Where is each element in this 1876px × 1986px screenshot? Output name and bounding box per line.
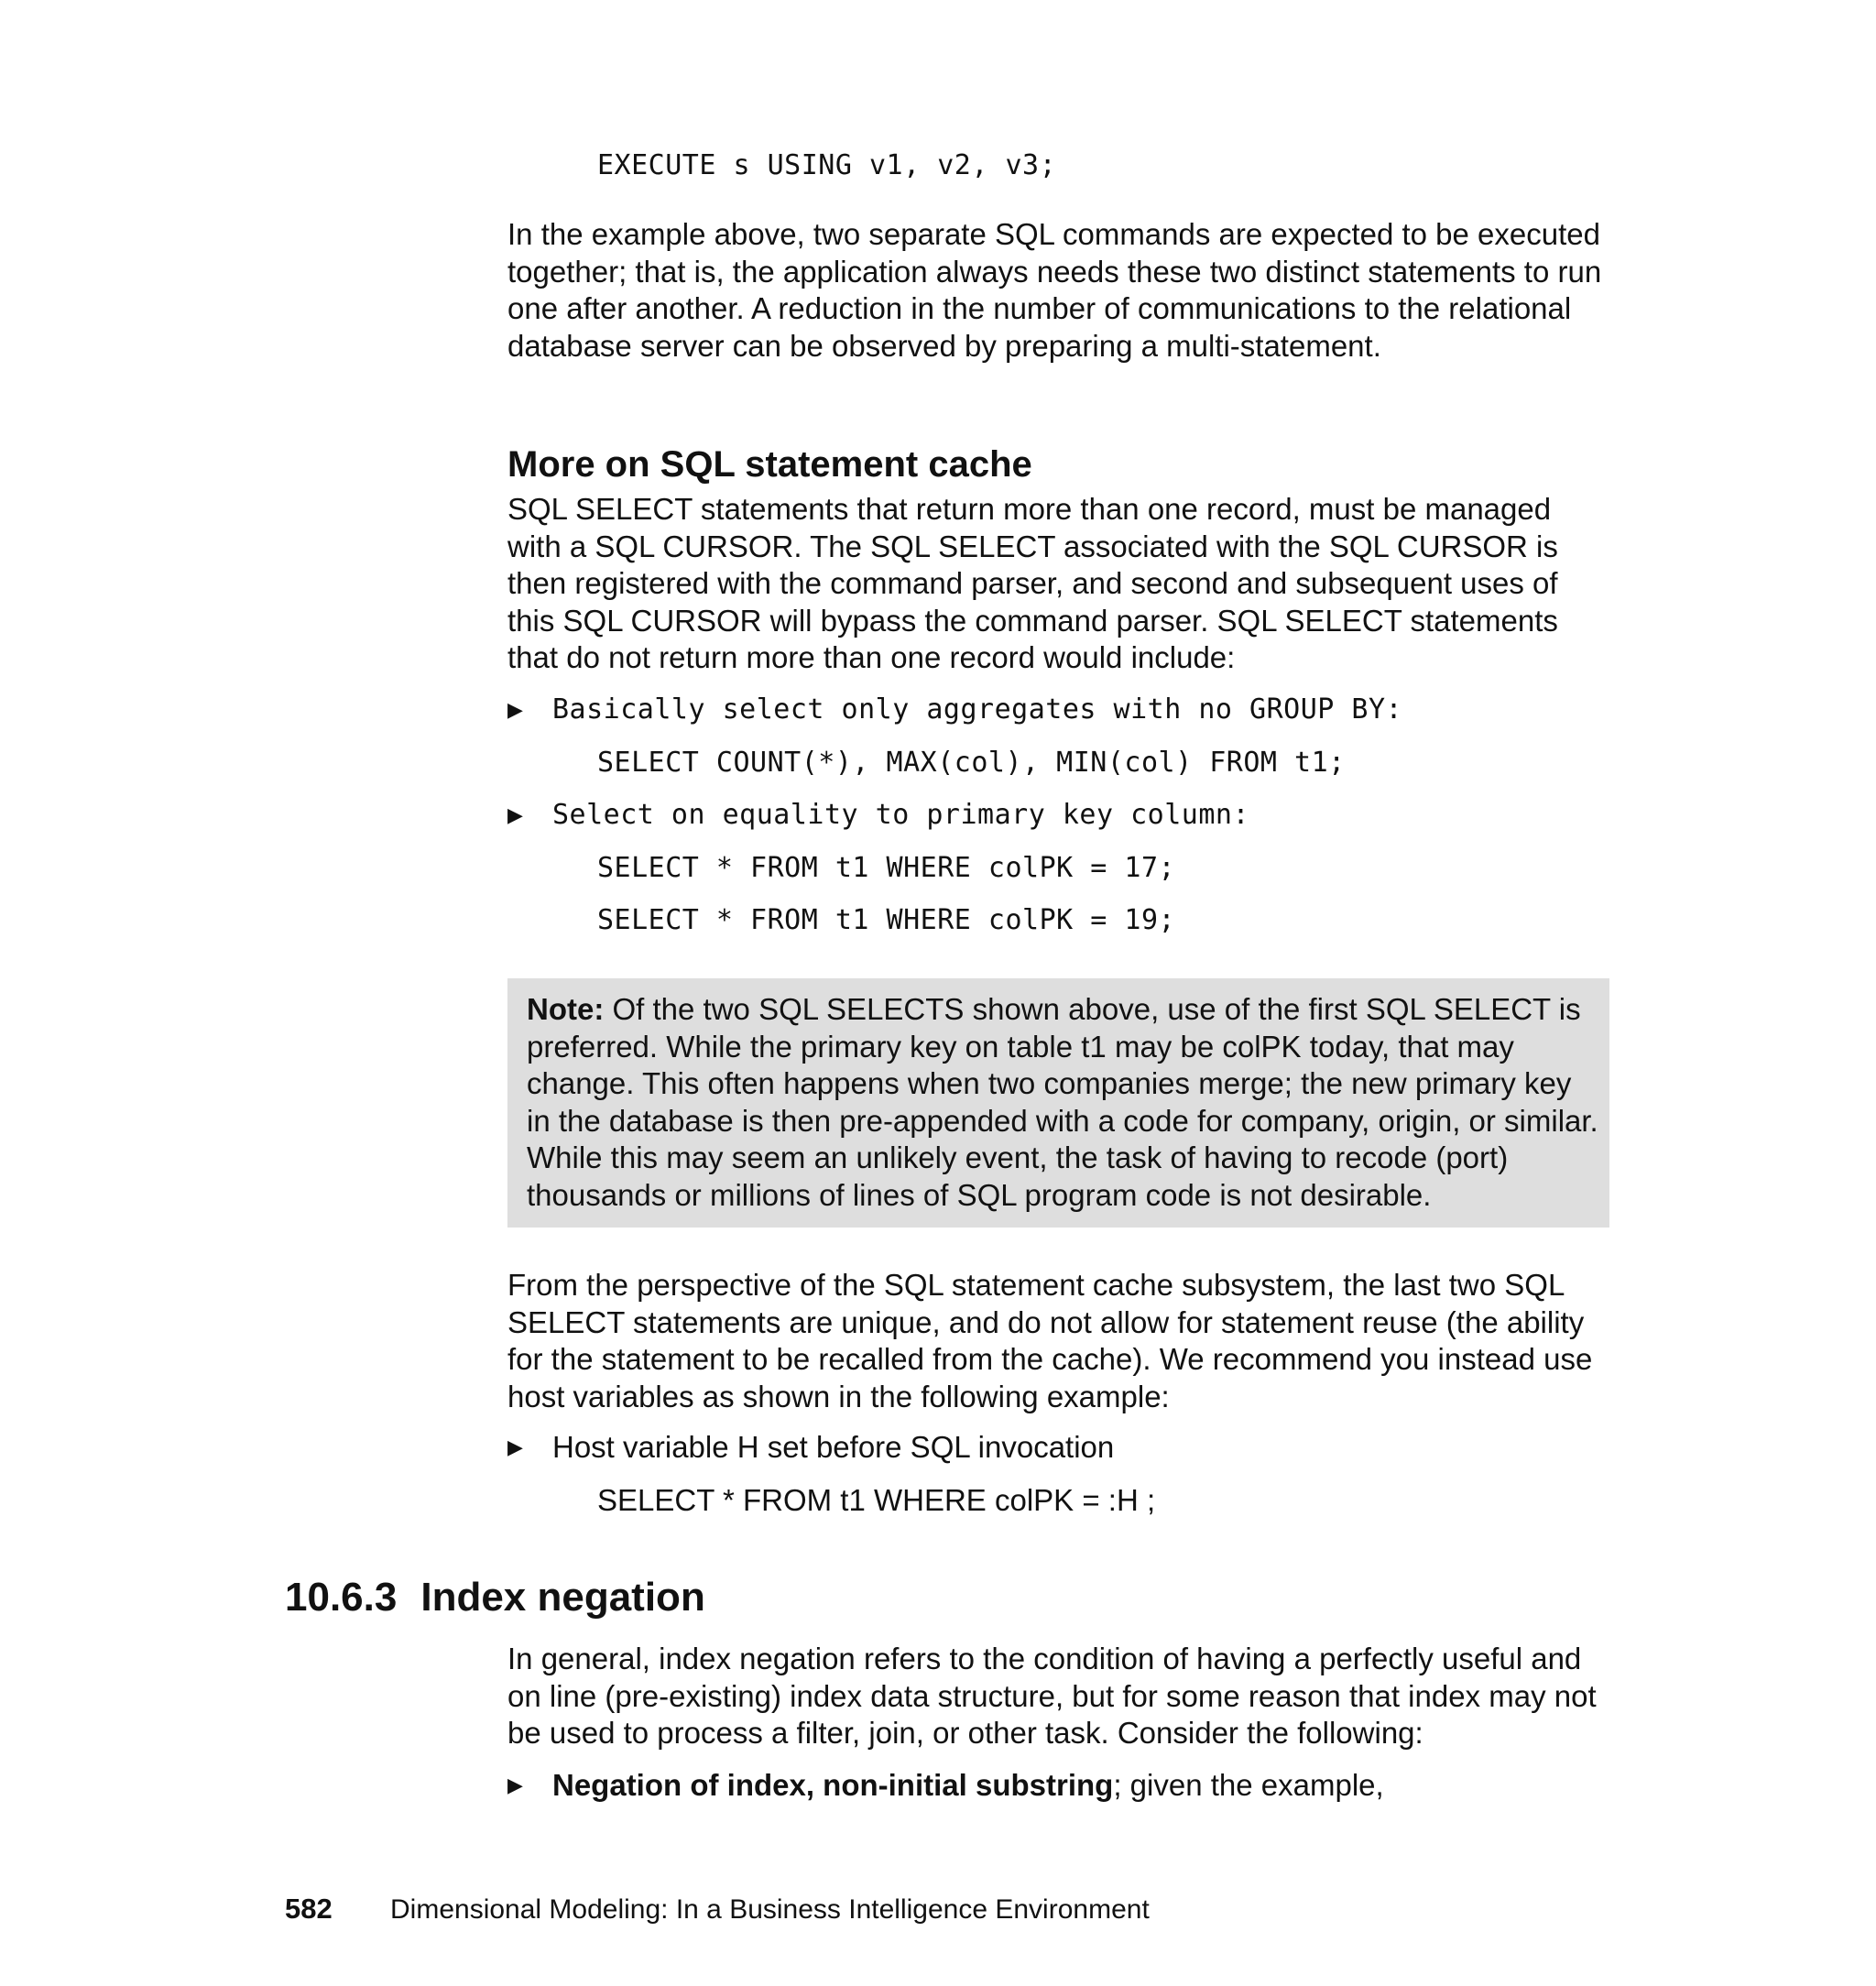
section-heading-sql-cache: More on SQL statement cache xyxy=(507,444,1032,485)
code-line-select-17: SELECT * FROM t1 WHERE colPK = 17; xyxy=(597,852,1176,884)
bullet-marker-icon: ▶ xyxy=(507,803,523,826)
code-line-select-count: SELECT COUNT(*), MAX(col), MIN(col) FROM t1; xyxy=(597,747,1346,779)
code-line-host-variable: SELECT * FROM t1 WHERE colPK = :H ; xyxy=(597,1483,1156,1517)
bullet-bold-term: Negation of index, non-initial substring xyxy=(552,1768,1114,1802)
bullet-rest: ; given the example, xyxy=(1113,1768,1384,1802)
page-number: 582 xyxy=(285,1893,333,1925)
note-body: Of the two SQL SELECTS shown above, use of the first SQL SELECT is preferred. While the primary key on table t1 may be colPK today, that may change. This often happens when two companies merge; the new primary key in the database is then pre-appended with a code for company, origin, or similar. While this may seem an unlikely event, the task of having to recode (port) thousands or millions of lines of SQL program code is not desirable. xyxy=(527,992,1598,1212)
bullet-text-negation xyxy=(552,1769,1384,1802)
note-text xyxy=(527,991,1598,1214)
footer-book-title: Dimensional Modeling: In a Business Intelligence Environment xyxy=(390,1894,1150,1925)
section-title: Index negation xyxy=(420,1575,705,1620)
bullet-text-host-variable: Host variable H set before SQL invocation xyxy=(552,1430,1115,1464)
section-number: 10.6.3 xyxy=(285,1575,398,1620)
bullet-text-aggregates: Basically select only aggregates with no GROUP BY: xyxy=(552,693,1403,726)
paragraph-sql-cursor: SQL SELECT statements that return more than one record, must be managed with a SQL CURSOR. The SQL SELECT associated with the SQL CURSOR is then registered with the command parser, and second and subsequent uses of this SQL CURSOR will bypass the command parser. SQL SELECT statements that do not return more than one record would include: xyxy=(507,492,1558,674)
section-heading-index-negation xyxy=(285,1575,705,1620)
paragraph-statement-reuse: From the perspective of the SQL statement cache subsystem, the last two SQL SELECT statements are unique, and do not allow for statement reuse (the ability for the statement to be recalled from the cache). We recommend you instead use host variables as shown in the following example: xyxy=(507,1268,1593,1413)
bullet-text-primary-key: Select on equality to primary key column: xyxy=(552,799,1250,831)
bullet-marker-icon: ▶ xyxy=(507,1435,523,1458)
note-label: Note: xyxy=(527,992,605,1026)
paragraph-multi-statement: In the example above, two separate SQL commands are expected to be executed together; that is, the application always needs these two distinct statements to run one after another. A reduction in the number of communications to the relational database server can be observed by preparing a multi-statement. xyxy=(507,217,1602,363)
note-box xyxy=(507,978,1609,1228)
bullet-marker-icon: ▶ xyxy=(507,1773,523,1796)
code-line-execute: EXECUTE s USING v1, v2, v3; xyxy=(597,149,1057,181)
bullet-marker-icon: ▶ xyxy=(507,698,523,721)
code-line-select-19: SELECT * FROM t1 WHERE colPK = 19; xyxy=(597,904,1176,936)
paragraph-index-negation: In general, index negation refers to the condition of having a perfectly useful and on line (pre-existing) index data structure, but for some reason that index may not be used to process a filter, join, or other task. Consider the following: xyxy=(507,1642,1597,1750)
